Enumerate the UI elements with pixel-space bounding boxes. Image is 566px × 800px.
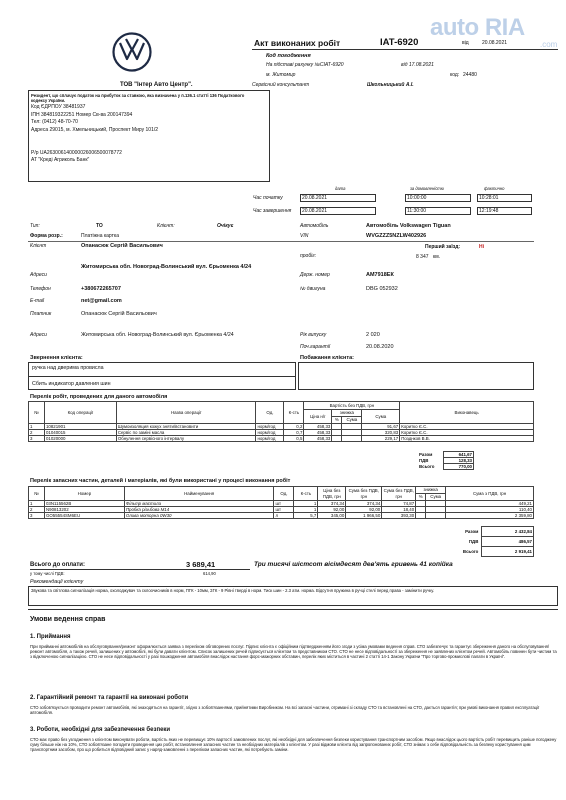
payer-address-value: Житомирська обл. Новоград-Волинський вул. Єрьоменка 4/24: [81, 332, 234, 338]
parts-cell-sum-vat: 449,21: [446, 501, 534, 507]
ipn: ІПН 384819322251 Номер Св-ва 200147394: [31, 111, 133, 118]
table-row: [29, 436, 534, 442]
works-h-pct: %: [332, 417, 342, 424]
vin-label: VIN: [300, 233, 309, 239]
warranty-label: Поч.гарантії: [300, 344, 331, 350]
parts-title: Перелік запасних частин, деталей і матеріалів, які були використані у процесі виконання робіт: [30, 478, 291, 484]
client-email-value: net@gmail.com: [81, 298, 122, 304]
first-visit-label: Перший заїзд:: [425, 244, 461, 250]
works-cell-pct: [332, 436, 342, 442]
mileage-label: пробіг:: [300, 253, 317, 259]
parts-cell-number: N90813202: [44, 507, 124, 513]
client-request-box: [28, 362, 296, 390]
works-total-label: Разом: [419, 452, 433, 457]
client-request-title: Звернення клієнта:: [30, 355, 83, 361]
pay-label: Форма розр.:: [30, 233, 63, 239]
parts-h-n: №: [29, 487, 45, 501]
works-cell-executor: Коритко Є.С.: [400, 430, 534, 436]
mileage-value: 8 347: [416, 254, 429, 260]
works-h-code: Код операції: [44, 402, 116, 424]
plate-value: АМ7918ЕК: [366, 272, 394, 278]
client-phone-label: Телефон: [30, 286, 51, 292]
client-email-label: E-mail: [30, 298, 45, 304]
type-label: Тип:: [30, 223, 40, 229]
works-cell-n: 1: [29, 424, 45, 430]
company-phone: Тел: (0412) 48-70-70: [31, 119, 78, 126]
parts-cell-sum-novat: 374,34: [346, 501, 382, 507]
works-cell-qty: 0,2: [284, 424, 304, 430]
works-h-cost: Вартість без ПДВ, грн: [304, 402, 400, 410]
start-agreed: 10:00:00: [405, 194, 471, 202]
parts-vat-label: ПДВ: [468, 538, 479, 544]
terms-title: Умови ведення справ: [30, 616, 106, 623]
works-h-qty: К-сть: [284, 402, 304, 424]
col-actual: фактично: [484, 186, 505, 191]
terms-s3-title: 3. Роботи, необхідні для забезпечення безпеки: [30, 727, 171, 733]
client-name-label: Клієнт: [30, 243, 47, 249]
works-all-label: Всього: [419, 464, 435, 470]
doc-date: 20.08.2021: [482, 40, 508, 46]
works-cell-qty: 0,5: [284, 436, 304, 442]
doc-from: від: [462, 40, 469, 46]
parts-cell-sum-novat: 92,00: [346, 507, 382, 513]
parts-cell-sum-disc: 74,87: [382, 501, 416, 507]
client-request-line: ручка над дверима провисла: [29, 363, 295, 377]
bank-account: Р/р UA263006140000026006500078772: [31, 149, 122, 156]
works-table: [28, 401, 534, 442]
consultant-value: Школьницький А.І.: [367, 82, 414, 88]
parts-h-sum-disc: Сума без ПДВ, грн: [383, 488, 414, 499]
works-h-name: Назва операції: [116, 402, 256, 424]
terms-s1-title: 1. Приймання: [30, 634, 71, 640]
parts-cell-name: Пробка різьбова M14: [124, 507, 274, 513]
works-cell-price: 458,33: [304, 436, 332, 442]
works-cell-code: 01040015: [44, 430, 116, 436]
parts-h-sum-novat: Сума без ПДВ, грн: [346, 487, 382, 501]
watermark-text: auto RIA: [430, 14, 525, 41]
pay-total-words: Три тисячі шістсот вісімдесят дев'ять гривень 41 копійка: [254, 561, 453, 568]
parts-all-value: 2 919,41: [482, 547, 534, 557]
col-date: дата: [335, 186, 346, 191]
edrpou: Код ЄДРПОУ 38481937: [31, 104, 86, 111]
client-address-value: Житомирська обл. Новоград-Волинський вул. Єрьоменка 4/24: [81, 264, 252, 270]
parts-cell-n: 2: [29, 507, 45, 513]
autoria-watermark: [430, 14, 560, 54]
end-actual: 12:19:48: [477, 207, 532, 215]
year-value: 2 020: [366, 332, 380, 338]
year-label: Рік випуску: [300, 332, 327, 338]
start-actual: 10:28:01: [477, 194, 532, 202]
works-cell-sum-disc: [342, 436, 362, 442]
parts-cell-n: 1: [29, 501, 45, 507]
parts-cell-name: Фільтр мастила: [124, 501, 274, 507]
col-agreed: за домовленістю: [410, 186, 444, 191]
parts-table: [28, 486, 534, 519]
works-cell-code: 01020000: [44, 436, 116, 442]
terms-s3-text: СТО має право без узгодження з клієнтом виконувати роботи, вартість яких не перевищує 10% вартості замовлених послуг, які необхідні для забезпечення безпеки користування транспортним засобом. Якщо внаслідок цього вартість робіт перевищить раніше погоджену суму більше ніж на 10%, СТО зобов'язане погодити проведення цих робіт, встановлення запасних частин та необхідних матеріалів з клієнтом. У разі відмови клієнта від запропонованих робіт, СТО знімає з себе відповідальність за безпеку користування цим транспортним засобом, про що робиться відповідний запис у наряд-замовленні з переліком запасних частин, які потребують заміни.: [30, 737, 557, 753]
pay-vat-value: 614,90: [203, 571, 216, 576]
works-title: Перелік робіт, проведених для даного автомобіля: [30, 394, 168, 400]
parts-cell-sum-disc: 393,30: [382, 513, 416, 519]
car-model-label: Автомобіль: [300, 223, 329, 229]
works-cell-n: 2: [29, 430, 45, 436]
invoice-line: На підставі рахунку №СІАТ-6920: [266, 62, 344, 68]
works-cell-name: Сервіс по заміні масла: [116, 430, 256, 436]
works-vat-label: ПДВ: [419, 458, 429, 464]
client-name-value: Опанасюк Сергій Васильович: [81, 243, 163, 249]
end-label: Час завершення: [253, 208, 292, 214]
doc-number: IAT-6920: [380, 37, 419, 48]
parts-cell-dsum: [426, 513, 446, 519]
warranty-value: 20.08.2020: [366, 344, 394, 350]
end-agreed: 11:30:00: [405, 207, 471, 215]
terms-rule: [28, 609, 558, 610]
works-cell-name: Обнулення сервісного інтервалу: [116, 436, 256, 442]
parts-cell-sum-disc: 18,40: [382, 507, 416, 513]
works-cell-sum: 91,67: [362, 424, 400, 430]
client-request-line: Сбить индикатор давления шин: [32, 381, 111, 387]
code-value: 24480: [463, 72, 477, 78]
parts-h-number: Номер: [44, 487, 124, 501]
parts-cell-number: GO55554SM6EU: [44, 513, 124, 519]
parts-cell-sum-novat: 1 966,50: [346, 513, 382, 519]
works-h-sum-disc: Сума: [342, 417, 362, 424]
invoice-date: від 17.08.2021: [401, 62, 434, 68]
pay-total-value: 3 689,41: [186, 560, 216, 569]
works-cell-price: 458,33: [304, 430, 332, 436]
works-all-value: 770,00: [444, 464, 474, 470]
parts-h-price: Ціна без ПДВ, грн: [318, 487, 346, 501]
doc-title: Акт виконаних робіт: [254, 38, 341, 48]
start-label: Час початку: [253, 195, 283, 201]
works-h-price: Ціна н/г: [304, 410, 332, 424]
parts-cell-qty: 1: [294, 501, 318, 507]
client-phone-value: +380672265707: [81, 286, 121, 292]
vw-logo: [112, 32, 152, 72]
table-row: [29, 513, 534, 519]
parts-h-sum-vat: Сума з ПДВ, грн: [446, 487, 534, 501]
works-h-unit: Од.: [256, 402, 284, 424]
mileage-unit: км.: [433, 254, 441, 260]
works-cell-code: 10821901: [44, 424, 116, 430]
client-address-label: Адреси: [30, 272, 47, 278]
parts-cell-pct: [416, 513, 426, 519]
works-cell-n: 3: [29, 436, 45, 442]
code-label: код:: [450, 72, 460, 78]
client-wishes-title: Побажання клієнта:: [300, 355, 354, 361]
parts-cell-price: 374,34: [318, 501, 346, 507]
works-vat-value: 128,33: [444, 458, 474, 464]
pay-total-label: Всього до оплати:: [30, 562, 85, 568]
client-rule: [28, 241, 534, 242]
parts-cell-price: 92,00: [318, 507, 346, 513]
works-cell-unit: норм/год: [256, 424, 284, 430]
parts-cell-qty: 1: [294, 507, 318, 513]
parts-cell-n: 3: [29, 513, 45, 519]
parts-h-qty: К-сть: [294, 487, 318, 501]
works-h-discount: знижка: [332, 410, 362, 417]
type-value: ТО: [96, 223, 103, 229]
works-cell-sum: 320,83: [362, 430, 400, 436]
payer-value: Опанасюк Сергій Васильович: [81, 311, 157, 317]
recommend-text: Звукова та світлова сигналізація норма, охолоджувач та склоочисників в норм, ПГК - 10мм, ЗГК - 9 Рівні тверді в норм. Тиск шин - 2.3 атм. норма. Відсутня пружина в ручці стелі перед права - замінити ручку.: [31, 588, 435, 593]
parts-cell-unit: л: [274, 513, 294, 519]
client-wishes-box: [298, 362, 534, 390]
parts-total-value: 2 432,84: [482, 527, 534, 537]
works-cell-executor: Коритко Є.С.: [400, 424, 534, 430]
pay-line: [30, 569, 250, 570]
works-cell-qty: 0,7: [284, 430, 304, 436]
bank-name: АТ "Кредi Агриколь Банк": [31, 157, 90, 164]
terms-s2-text: СТО зобов'язується проводити ремонт автомобілів, які знаходяться на гарантії, згідно з зобов'язаннями, прийнятими Виробником. На всі запасні частини, отримані зі складу СТО та встановлені на СТО, дається гарантія; при умові виконання правил експлуатації автомобіля.: [30, 705, 540, 716]
resident-note: Резидент, що сплачує податок на прибуток за ставкою, яка визначена у п.136.1 статті 136 Податкового кодексу України.: [31, 93, 245, 104]
approval-code: Код погодження: [266, 53, 311, 59]
parts-h-name: Найменування: [124, 487, 274, 501]
terms-s1-text: При прийманні автомобілів на обслуговування/ремонт оформлюється заявка з переліком обговорених послуг. Підпис клієнта є офіційним підтвердженням його згоди з усіма умовами ведення справ. СТО забезпечує та гарантує збереження даного на обслуговування/ремонт автомобіля, а також речей, залишених у автомобілі, які були давати клієнтом. Список залишених речей підписується клієнтом та представником СТО. СТО не несе відповідальності за збереження не заявлених клієнтом речей. Автомобіль повинен бути чистим та з відключеною сигналізацією. СТО не несе відповідальності у разі пошкодження автомобіля внаслідок настання форс-мажорних обставин, перелік яких міститься в частині 2 статті 14-1 Закону України "Про торгово-промислові палати в Україні".: [30, 644, 557, 660]
payer-label: Платник: [30, 311, 52, 317]
parts-all-label: Всього: [462, 548, 479, 554]
consultant-label: Сервісний консультант: [252, 82, 310, 88]
pay-vat-label: у тому числі ПДВ:: [30, 571, 65, 576]
first-visit-value: Ні: [479, 244, 484, 250]
engine-value: DBG 052932: [366, 286, 398, 292]
terms-s2-title: 2. Гарантійний ремонт та гарантії на виконані роботи: [30, 695, 189, 701]
works-totals: [418, 451, 474, 470]
recommend-label: Рекомендації клієнту: [30, 579, 84, 585]
parts-cell-name: Олива моторна 0W30: [124, 513, 274, 519]
parts-totals: [452, 526, 534, 557]
parts-cell-qty: 5,7: [294, 513, 318, 519]
parts-cell-unit: шт: [274, 501, 294, 507]
client-status-label: Клієнт:: [157, 223, 175, 229]
works-h-n: №: [29, 402, 45, 424]
vin-value: WVGZZZ5NZLW402926: [366, 233, 427, 239]
works-cell-unit: норм/год: [256, 430, 284, 436]
parts-h-unit: Од.: [274, 487, 294, 501]
works-cell-executor: Позднков В.В.: [400, 436, 534, 442]
car-model-value: Автомобіль Volkswagen Tiguan: [366, 223, 451, 229]
works-h-executor: Виконавець: [400, 402, 534, 424]
works-h-sum: Сума: [362, 410, 400, 424]
company-address: Адреса 29015, м. Хмельницький, Проспект Миру 101/2: [31, 126, 159, 133]
parts-cell-sum-vat: 2 359,80: [446, 513, 534, 519]
watermark-sub: .com: [540, 40, 558, 49]
works-cell-sum: 229,17: [362, 436, 400, 442]
works-total-value: 641,67: [444, 452, 474, 458]
plate-label: Держ. номер: [300, 272, 330, 278]
header-line: [252, 49, 558, 50]
company-name: ТОВ "Інтер Авто Центр".: [120, 82, 193, 88]
parts-cell-price: 345,00: [318, 513, 346, 519]
recommend-box: [28, 586, 558, 606]
client-status-value: Очікує: [217, 223, 234, 229]
parts-cell-unit: шт: [274, 507, 294, 513]
parts-h-dsum: Сума: [426, 494, 446, 501]
parts-cell-sum-vat: 110,40: [446, 507, 534, 513]
works-cell-price: 458,33: [304, 424, 332, 430]
parts-total-label: Разом: [465, 528, 479, 534]
engine-label: № двигуна: [300, 286, 326, 292]
parts-vat-value: 486,57: [482, 537, 534, 547]
payer-address-label: Адреси: [30, 332, 47, 338]
parts-cell-number: 03N115562B: [44, 501, 124, 507]
pay-value: Платіжна картка: [81, 233, 119, 239]
city: м. Житомир: [266, 72, 296, 78]
company-box: [28, 90, 270, 182]
end-date: 20.08.2021: [300, 207, 376, 215]
start-date: 20.08.2021: [300, 194, 376, 202]
parts-h-discount: знижка: [416, 487, 446, 494]
works-cell-unit: норм/год: [256, 436, 284, 442]
works-cell-name: Шумоизоляция кожух зняти/встановити: [116, 424, 256, 430]
parts-h-pct: %: [416, 494, 426, 501]
